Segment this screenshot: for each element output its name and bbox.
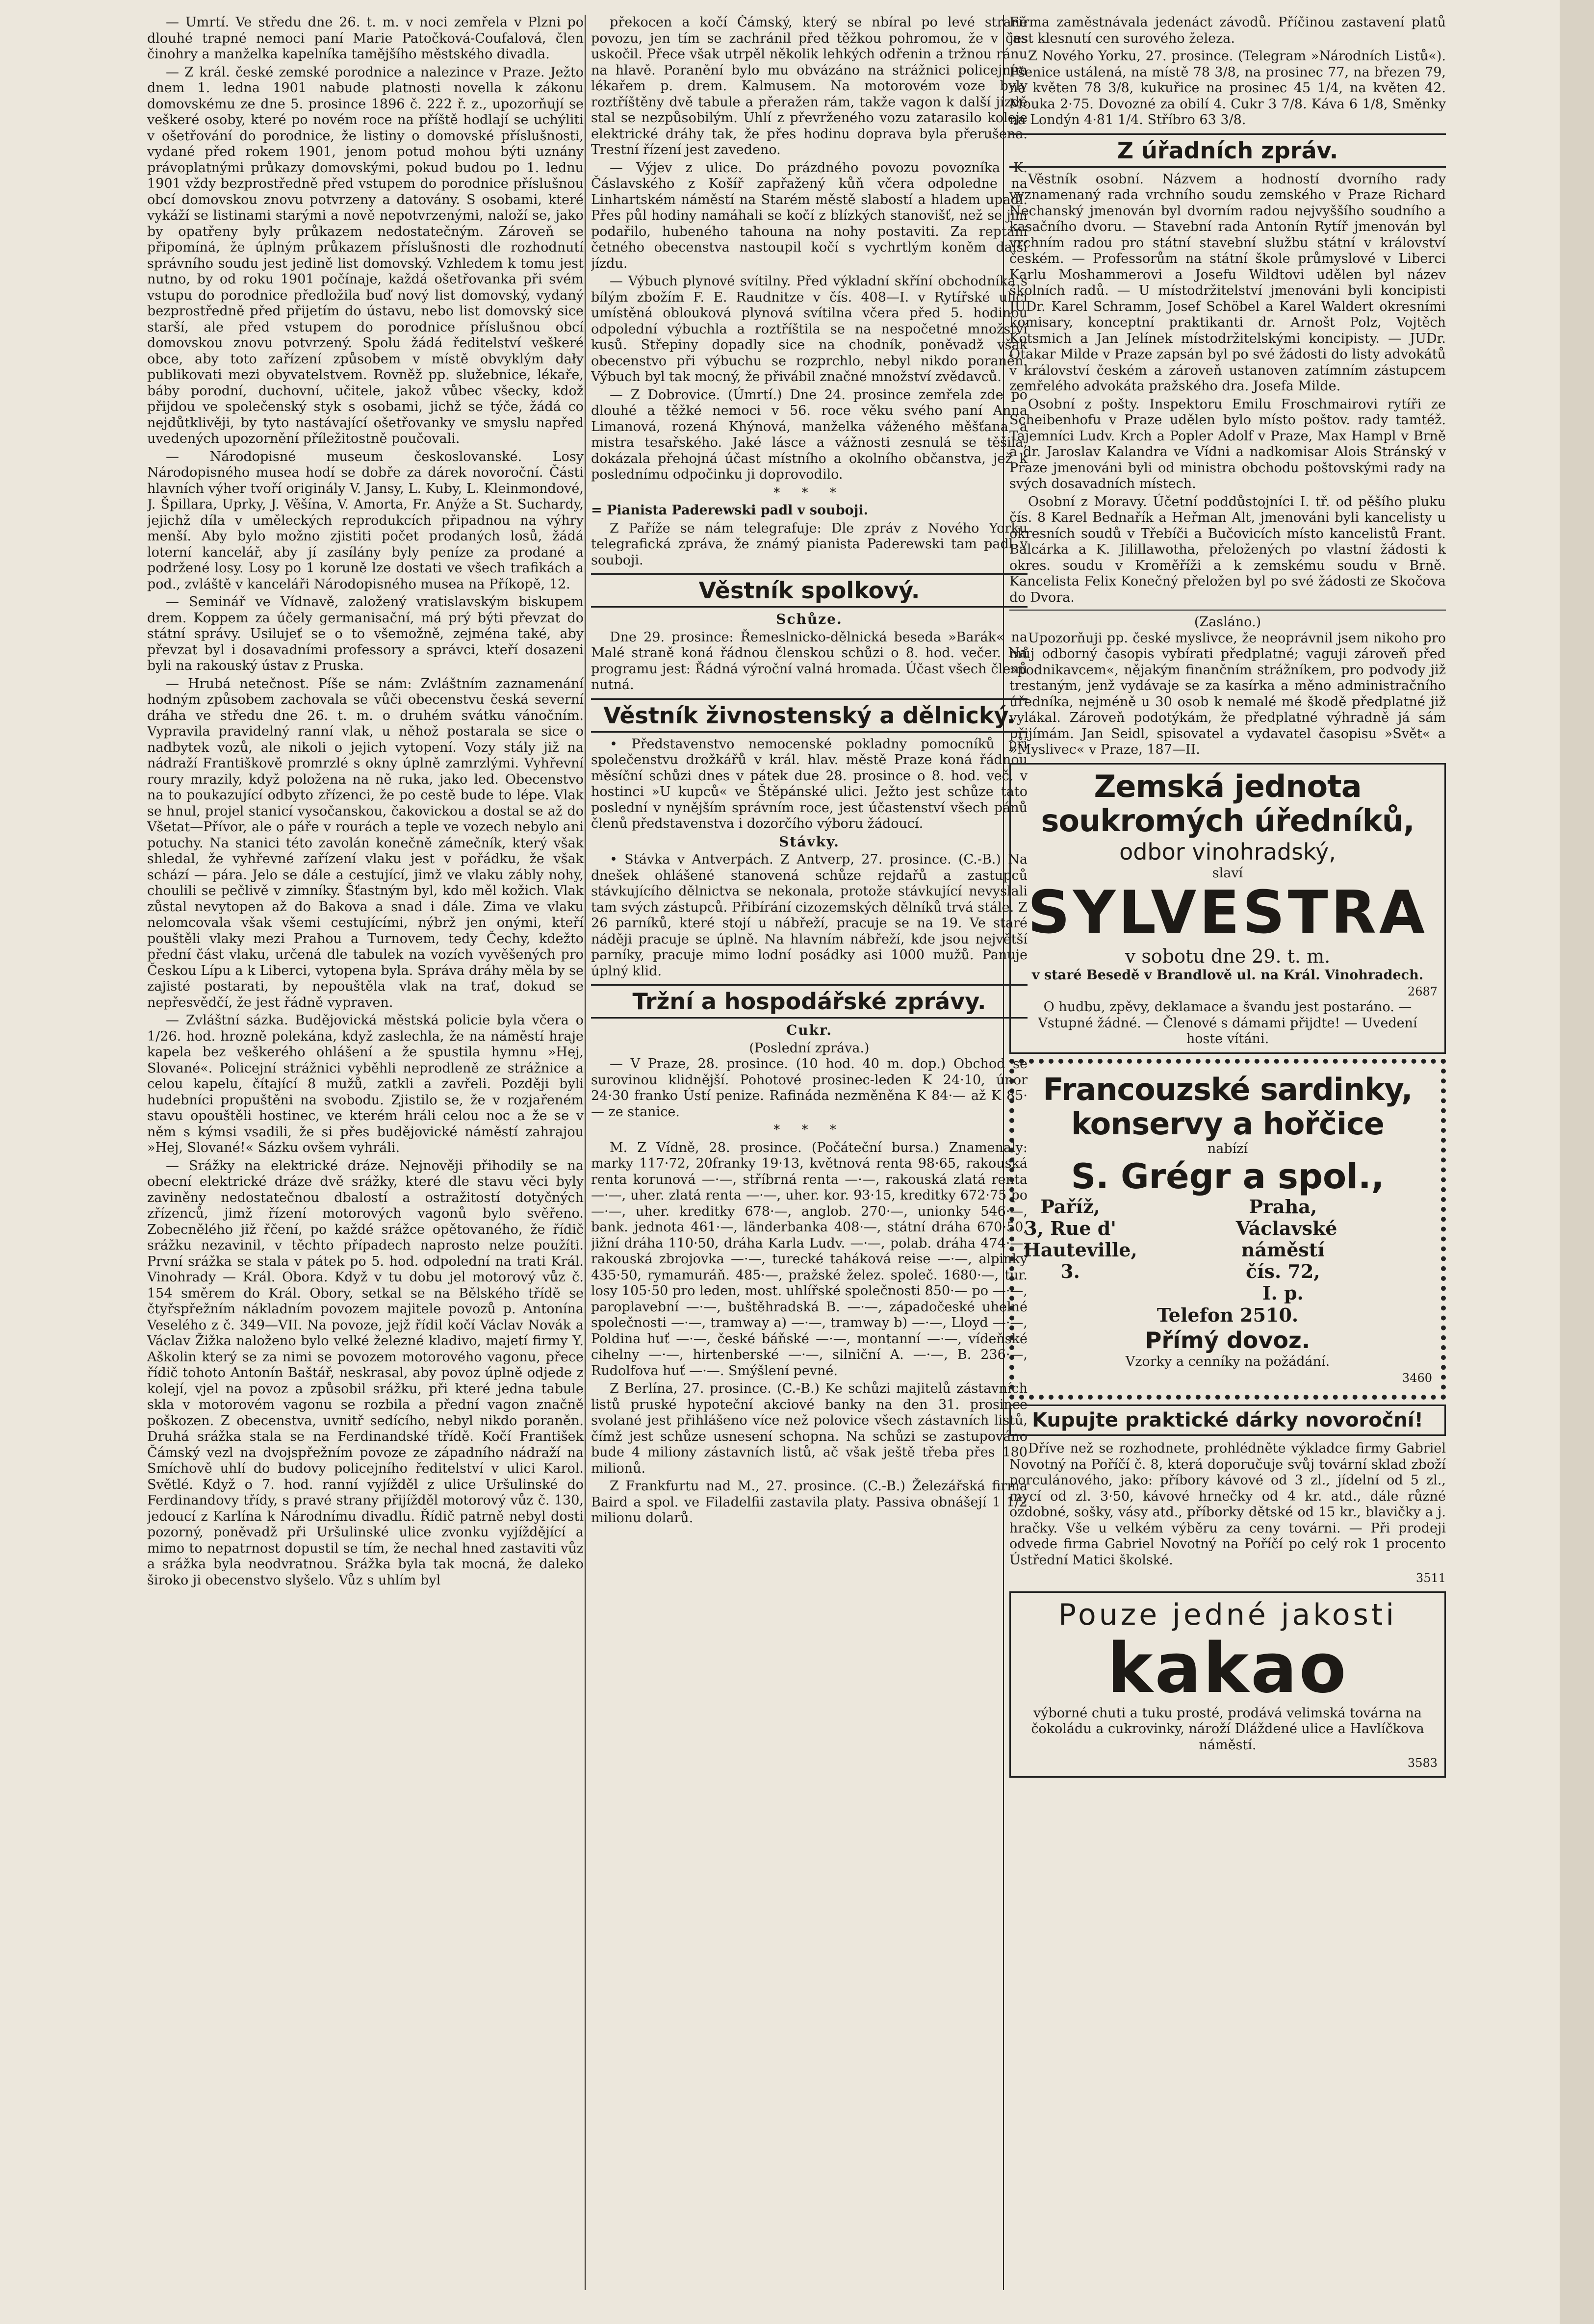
ad-kakao-word: kakao <box>1107 1628 1348 1709</box>
ad-number: 3460 <box>1402 1371 1432 1385</box>
section-trzni-zpravy: Tržní a hospodářské zprávy. <box>591 984 1028 1019</box>
section-uradni-zpravy: Z úřadních zpráv. <box>1009 133 1446 168</box>
ad-sardinky-addresses <box>1023 1196 1432 1304</box>
divider <box>1009 610 1446 611</box>
article-vestnik-osobni: Věstník osobní. Názvem a hodností dvorního rady vyznamenaný rada vrchního soudu zemského v Praze Richard Nechanský jmenován byl dvorním radou nejvyššího soudního a kasačního dvoru. — Stavební rada Antonín Rytíř jmenován byl vrchním radou pro státní stavební službu státní v království českém. — Professorům na státní škole průmyslové v Liberci Karlu Moshammerovi a Josefu Wildtovi udělen byl název školních radů. — U místodržitelství jmenováni byli koncipisti JUDr. Karel Schramm, Josef Schöbel a Karel Waldert okresními komisary, konceptní praktikanti dr. Arnošt Polz, Vojtěch Kotsmich a Jan Jelínek místodržitelskými koncipisty. — JUDr. Otakar Milde v Praze zapsán byl po své žádosti do listy advokátů v království českém a zároveň ustanoven zatímním zástupcem zemřelého advokáta pražského dra. Josefa Milde. <box>1009 171 1446 394</box>
article-vyjev: — Výjev z ulice. Do prázdného povozu povozníka K. Čáslavského z Košíř zapřažený kůň včera odpoledne na Linhartském náměstí na Starém městě slabostí a hladem upadl. Přes půl hodiny namáhali se kočí z blízkých stanovišť, než se jim podařilo, hubeného tahouna na nohy postaviti. Za reptání četného obecenstva nastoupil kočí s vychrtlým koněm další jízdu. <box>591 160 1028 271</box>
ad-city-praha: Praha, <box>1249 1196 1317 1218</box>
article-firma: Firma zaměstnávala jedenáct závodů. Příčinou zastavení platů jest klesnutí cen surového železa. <box>1009 15 1446 46</box>
article-berlin: Z Berlína, 27. prosince. (C.-B.) Ke schůzi majitelů zástavních listů pruské hypoteční akciové banky na den 31. prosince svolané jest přihlášeno více než polovice všech zástavních listů, čímž jest schůze usnesení schopna. Na schůzi se zastupováno bude 4 miliony zástavních listů, ač však ještě třeba přes 180 milionů. <box>591 1381 1028 1476</box>
ad-street-praha: Václavské náměstí čís. 72, I. p. <box>1235 1217 1337 1304</box>
ad-sylvestr-slavi: slaví <box>1212 865 1243 881</box>
subhead-stavky: Stávky. <box>779 833 840 850</box>
article-porodnice: — Z král. české zemské porodnice a nalezince v Praze. Ježto dnem 1. ledna 1901 nabude platnosti novella k zákonu domovskému ze dne 5. prosince 1896 č. 222 ř. z., upozorňují se veškeré osoby, které po novém roce na příště hodlají se uchýliti v ošetřování do porodnice, že listiny o domovské příslušnosti, vydané před rokem 1901, jenom potud mohou býti uznány právoplatnými průkazy domovskými, pokud budou po 1. lednu 1901 vždy bezprostředně před vstupem do porodnice příslušnou obcí domovskou znovu potvrzeny a datovány. S osobami, které vykáží se listinami starými a nově nepotvrzenými, naloží se, jako by opatřeny byly průkazem nedostatečným. Zároveň se připomíná, že úplným průkazem příslušnosti dle rozhodnutí správního soudu jest jedině list domovský. Vzhledem k tomu jest nutno, by od roku 1901 počínaje, každá ošetřovanka při svém vstupu do porodnice předložila buď nový list domovský, vydaný bezprostředně před přijetím do ústavu, nebo list domovský sice starší, ale před vstupem do porodnice příslušnou obcí domovskou znovu potvrzený. Spolu žádá ředitelství veškeré obce, aby toto zařízení způsobem v místě obvyklým dały publikovati mezi obyvatelstvem. Rovněž pp. služebnice, lékaře, báby porodní, duchovní, učitele, jakož vůbec všecky, kdož přijdou ve společenský styk s osobami, jichž se týče, žádá co nejdůtklivěji, by tyto nastávající ošetřovanky ve smyslu napřed uvedených upozornění příležitostně poučovali. <box>147 64 584 446</box>
ad-sardinky-firm: S. Grégr a spol., <box>1071 1156 1385 1197</box>
article-dobrovice: — Z Dobrovice. (Úmrtí.) Dne 24. prosince zemřela zde po dlouhé a těžké nemoci v 56. roce věku svého paní Anna Limanová, rozená Khýnová, manželka váženého měšťana a mistra tesařského. Jaké lásce a vážnosti zesnulá se těšila, dokázala přehojná účast místního a okolního občanstva, jež k poslednímu odpočinku ji doprovodilo. <box>591 387 1028 482</box>
ad-sardinky-vzorky: Vzorky a cenníky na požádání. <box>1125 1354 1330 1369</box>
article-cukr-praha: — V Praze, 28. prosince. (10 hod. 40 m. dop.) Obchod se surovinou klidnější. Pohotové prosinec-leden K 24·10, únor 24·30 franko Ústí penize. Rafináda nezměněna K 84·— až K 85·— ze stanice. <box>591 1056 1028 1120</box>
article-srazky: — Srážky na elektrické dráze. Nejnověji přihodily se na obecní elektrické dráze dvě srážky, které dle stavu věci byly zaviněny nedostatečnou dbalostí a ostražitostí dotyčných zřízenců, jimž řízení motorových vagonů bylo svěřeno. Zobecnělého již řčení, po každé srážce opětovaného, že řídič srážku nezavinil, v těchto případech naprosto nelze použíti. První srážka se stala v pátek po 5. hod. odpolední na trati Král. Vinohrady — Král. Obora. Když v tu dobu jel motorový vůz č. 154 směrem do Král. Obory, setkal se na Bělského třídě se čtyřspřežním nákladním povozem majitele povozů p. Antonína Veselého z č. 349—VII. Na povoze, jejž řídil kočí Václav Novák a Václav Žižka naloženo bylo velké železné kladivo, majetí firmy Y. Aškolin který se za nimi se povozem motorového vagonu, přece řídič tohoto Antonín Baštář, neskrasal, aby povoz úplně odjede z kolejí, vjel na povoz a způsobil srážku, při které jedna tabule skla v motorovém vagonu se rozbila a přední vagon značně poškozen. Z obecenstva, uvnitř sedícího, nebyl nikdo poraněn. Druhá srážka stala se na Ferdinandské třídě. Kočí František Čámský vezl na dvojspřežním povoze ze západního nádraží na Smíchově uhlí do budovy policejního ředitelství v ulici Karol. Světlé. Když o 7. hod. ranní vyjížděl z ulice Uršulinské do Ferdinandovy třídy, s pravé strany přijížděl motorový vůz č. 130, jedoucí z Karlína k Národnímu divadlu. Řídič patrně nebyl dosti pozorný, poněvadž při Uršulinské ulice zvonku vyjíždějící a mimo to nepatrnost dopustil se tím, že nechal hned zastaviti vůz a srážka byla neodvratnou. Srážka byla tak mocná, že daleko široko ji obecenstvo slyšelo. Vůz s uhlím byl <box>147 1158 584 1588</box>
ad-sardinky-nabizi: nabízí <box>1207 1141 1248 1156</box>
ad-sardinky <box>1009 1059 1446 1400</box>
ad-darky-headline: Kupujte praktické dárky novoroční! <box>1009 1405 1446 1436</box>
ad-sardinky-line1: Francouzské sardinky, <box>1043 1071 1413 1107</box>
article-frankfurt: Z Frankfurtu nad M., 27. prosince. (C.-B.) Železářská firma Baird a spol. ve Filadelfii zastavila platy. Passiva obnášejí 1 1/2 milionu dolarů. <box>591 1479 1028 1526</box>
article-vybuch: — Výbuch plynové svítilny. Před výkladní skříní obchodníka s bílým zbožím F. E. Raudnitze v čís. 408—I. v Rytířské ulici umístěná oblouková plynová svítilna včera před 5. hodinou odpolední výbuchla a roztříštila se na nespočetné množství kusů. Střepiny dopadly sice na chodník, poněvadž však obecenstvo při výbuchu se rozprchlo, nebyl nikdo poraněn. Výbuch byl tak mocný, že přivábil značné množství zvědavců. <box>591 274 1028 384</box>
article-viden-bursa: M. Z Vídně, 28. prosince. (Počáteční bursa.) Znamenaly: marky 117·72, 20franky 19·13, květnová renta 98·65, rakouská renta korunová —·—, stříbrná renta —·—, rakouská zlatá renta —·—, uher. zlatá renta —·—, uher. kor. 93·15, kreditky 672·75 po —·—, uher. kreditky 678·—, anglob. 270·—, unionky 546·—, bank. jednota 461·—, länderbanka 408·—, státní dráha 670·50, jižní dráha 110·50, dráha Karla Ludv. —·—, polab. dráha 474·—, rakouská zbrojovka —·—, turecké taháková reise —·—, alpinky 435·50, rymamuráň. 485·—, pražské želez. společ. 1680·—, tur. losy 105·50 pro leden, most. uhlířské společnosti 850·— po —·—, paroplavební —·—, buštěhradská B. —·—, západočeské uhelné společnosti —·—, tramway a) —·—, tramway b) —·—, Lloyd —·—, Poldina huť —·—, české báňské —·—, montanní —·—, vídeňské cihelny —·—, hirtenberské —·—, silniční A. —·—, B. 236·—, Rudolfova huť —·—. Smýšlení pevné. <box>591 1140 1028 1379</box>
article-paderewski: Z Paříže se nám telegrafuje: Dle zpráv z Nového Yorku telegrafická zpráva, že známý pianista Paderewski tam padl v souboji. <box>591 520 1028 568</box>
article-schuze: Dne 29. prosince: Řemeslnicko-dělnická beseda »Barák« na Malé straně koná řádnou členskou schůzi o 8. hod. večer. Na programu jest: Řádná výroční valná hromada. Účast všech členů nutná. <box>591 629 1028 692</box>
ad-sylvestr-title: Zemská jednota soukromých úředníků, <box>1041 768 1414 839</box>
column-3 <box>1009 15 1446 1783</box>
article-netecnost: — Hrubá netečnost. Píše se nám: Zvláštním zaznamenání hodným způsobem zachovala se vůči obecenstvu česká severní dráha ve středu dne 26. t. m. o druhém svátku vánočním. Vypravila pravidelný ranní vlak, u něhož postarala se sice o nadbytek vozů, ale nikoli o jejich vytopení. Vozy stály již na nádraží Františkově promrzlé s okny úplně zamrzlými. Vyhřevní roury mrazily, když položena na ně ruka, jako led. Obecenstvo na to poukazující odbyto zřízenci, že po cestě bude to lépe. Vlak se hnul, projel stanicí vysočanskou, čakovickou a dostal se až do Všetat—Přívor, ale o páře v rourách a teple ve vozech nebylo ani potuchy. Na stanici této zavolán konečně zámečník, který však shledal, že vyhřevné zařízení vlaku jest v pořádku, že však schází — pára. Jelo se dále a cestující, jimž ve vlaku zábly nohy, choulili se pečlivě v zimníky. Šťastným byl, kdo měl kožich. Vlak zůstal nevytopen až do Bakova a snad i dále. Zima ve vlaku nelomcovala však všemi cestujícími, nýbrž jen onými, kteří pouštěli vlaky mezi Prahou a Turnovem, tedy Čechy, kdežto přední část vlaku, určená dle tabulek na vozích vyvěšených pro Českou Lípu a k Liberci, vytopena byla. Správa dráhy měla by se zajisté postarati, by nepouštěla vlak na trať, dokud se nepřesvědčí, že jest řádně vypraven. <box>147 676 584 1010</box>
ad-sardinky-line2: konservy a hořčice <box>1071 1105 1384 1142</box>
ad-sardinky-dovoz: Přímý dovoz. <box>1145 1327 1311 1354</box>
subhead-schuze: Schůze. <box>776 611 843 627</box>
ad-sylvestr-odbor: odbor vinohradský, <box>1119 838 1336 865</box>
ad-darky-text: Dříve než se rozhodnete, prohlédněte výkladce firmy Gabriel Novotný na Poříčí č. 8, která doporučuje svůj tovární sklad zboží porculánového, jako: příbory kávové od 3 zl., jídelní od 5 zl., mycí od zl. 3·50, kávové hrnečky od 4 kr. atd., dále různé ozdobné, sošky, vásy atd., příborky dětské od 15 kr., blavičky a j. hračky. Vše u velkém výběru za ceny továrni. — Při prodeji odvede firma Gabriel Novotný na Poříčí po celý rok 1 procento Ústřední Matici školské. <box>1009 1441 1446 1568</box>
article-umrti: — Umrtí. Ve středu dne 26. t. m. v noci zemřela v Plzni po dlouhé trapné nemoci paní Marie Patočková-Coufalová, člen činohry a manželka kapelníka tamějšího městského divadla. <box>147 15 584 62</box>
article-museum: — Národopisné museum českoslovanské. Losy Národopisného musea hodí se dobře za dárek novoroční. Části hlavních výher tvoří originály V. Jansy, L. Kuby, L. Kleinmondové, J. Špillara, Uprky, J. Věšína, V. Amorta, Fr. Anýže a St. Suchardy, jejichž díla v uměleckých reprodukcích připadnou na výhry menší. Aby bylo možno zjistiti počet prodaných losů, žádá loterní kancelář, aby jí zasílány byly peníze za prodané a podržené losy. Losy po 1 koruně lze dostati ve všech trafikách a pod., zvláště v kanceláři Národopisného musea na Příkopě, 12. <box>147 449 584 592</box>
article-paderewski-head: = Pianista Paderewski padl v souboji. <box>591 503 869 518</box>
ad-number: 3583 <box>1407 1756 1438 1770</box>
article-osobni-posta: Osobní z pošty. Inspektoru Emilu Froschmairovi rytíři ze Scheibenhofu v Praze udělen bylo místo poštov. rady tamtéž. Tajemníci Ludv. Krch a Popler Adolf v Praze, Max Hampl v Brně a dr. Jaroslav Kalandra ve Vídni a nadkomisar Alois Stránský v Praze jmenováni byli od ministra obchodu poštovskými rady na svých dosavadních místech. <box>1009 396 1446 491</box>
ad-kakao <box>1009 1591 1446 1778</box>
ad-sardinky-telefon: Telefon 2510. <box>1157 1304 1299 1326</box>
ad-sylvestr-info: O hudbu, zpěvy, deklamace a švandu jest postaráno. — Vstupné žádné. — Členové s dámami přijdte! — Uvedení hoste vítáni. <box>1038 999 1417 1047</box>
section-vestnik-spolkovy: Věstník spolkový. <box>591 573 1028 608</box>
article-sazka: — Zvláštní sázka. Budějovická městská policie byla včera o 1/26. hod. hrozně polekána, když zaslechla, že na náměstí hraje kapela bez veškerého ohlášení a že spustila hymnu »Hej, Slované«. Policejní strážnici vyběhli neprodleně ze strážnice a celou kapelu, čítající 8 mužů, zatkli a zavřeli. Později byli hudebníci propuštěni na svobodu. Zjistilo se, že v rozjařeném stavu opouštěli hostinec, ve kterém hráli celou noc a že se v něm s kýmsi vsadili, že si přes budějovické náměstí zahrajou »Hej, Slované!« Sázku ovšem vyhráli. <box>147 1013 584 1155</box>
article-seminar: — Seminář ve Vídnavě, založený vratislavským biskupem drem. Koppem za účely germanisační, má prý býti převzat do státní správy. Usilujeť se o to všemožně, zejména také, aby převzat byl i dosavadními professory a správci, kteří dosazeni byli na rakouský ústav z Pruska. <box>147 594 584 673</box>
ad-kakao-text: výborné chuti a tuku prosté, prodává velimská továrna na čokoládu a cukrovinky, nároží Dláždené ulice a Havlíčkova náměstí. <box>1031 1705 1424 1753</box>
ad-kakao-pouze: Pouze jedné jakosti <box>1058 1597 1397 1632</box>
subhead-cukr: Cukr. <box>786 1022 832 1038</box>
article-upozorneni: Upozorňuji pp. české myslivce, že neoprávnil jsem nikoho pro můj odborný časopis vybírati předplatné; vaguji zároveň před »podnikavcem«, nějakým finančním strážníkem, pro podvody již trestaným, jenž vydávaje se za kasírka a měno administračního úředníka, nejméně u 30 osob k nemalé mé škodě předplatné již vylákal. Zároveň podotýkám, že předplatné výhradně já sám přijímám. Jan Seidl, spisovatel a vydavatel časopisu »Svět« a »Myslivec« v Praze, 187—II. <box>1009 630 1446 757</box>
column-1 <box>147 15 584 1590</box>
zaslano-label: (Zasláno.) <box>1194 614 1261 630</box>
ad-number: 3511 <box>1415 1571 1446 1585</box>
ad-number: 2687 <box>1407 984 1438 998</box>
separator-stars: * * * <box>773 1123 845 1137</box>
section-vestnik-zivnostensky: Věstník živnostenský a dělnický. <box>591 698 1028 733</box>
ad-sylvestr-big: SYLVESTRA <box>1028 879 1428 947</box>
ad-sylvestr <box>1009 763 1446 1054</box>
ad-city-paris: Paříž, <box>1040 1196 1100 1218</box>
ad-street-paris: 3, Rue d' Hauteville, 3. <box>1023 1217 1137 1282</box>
article-srazky-cont: překocen a kočí Čámský, který se nbíral po levé straně povozu, jen tím se zachránil před těžkou pohromou, že v čas uskočil. Přece však utrpěl několik lehkých odřenin a tržnou ránu na hlavě. Poranění bylo mu obvázáno na strážnici policejním lékařem p. drem. Kalmusem. Na motorovém voze byly roztříštěny dvě tabule a přeražen rám, takže vagon k další jízdě stal se nezpůsobilým. Uhlí z převrženého vozu zatarasilo koleje elektrické dráhy tak, že přes hodinu doprava byla přerušena. Trestní řízení jest zavedeno. <box>591 15 1028 157</box>
ad-address-paris <box>1023 1196 1219 1304</box>
article-predstavenstvo: • Představenstvo nemocenské pokladny pomocníků při společenstvu drožkářů v král. hlav. městě Praze koná řádnou měsíční schůzi dnes v pátek due 28. prosince o 8. hod. več. v hostinci »U kupců« ve Štěpánské ulici. Ježto jest schůze tato poslední v nynějším správním roce, jest účastenství všech pánů členů představenstva i dozorčího výboru žádoucí. <box>591 736 1028 831</box>
article-osobni-morava: Osobní z Moravy. Účetní poddůstojníci I. tř. od pěšího pluku čís. 8 Karel Bednařík a Heřman Alt, jmenováni byli kancelisty u okresních soudů v Třebíči a Bučovicích místo kancelistů Frant. Balcárka a K. Jilillawotha, přeložených po vlastní žádosti k okres. soudu v Kroměříži a k zemskému soudu v Brně. Kancelista Felix Konečný přeložen byl po své žádosti ze Skočova do Dvora. <box>1009 494 1446 605</box>
separator-stars: * * * <box>773 485 845 500</box>
ad-sylvestr-place: v staré Besedě v Brandlově ul. na Král. Vinohradech. <box>1031 968 1424 983</box>
column-rule <box>585 15 586 2290</box>
ad-address-praha <box>1236 1196 1432 1304</box>
ad-sylvestr-date: v sobotu dne 29. t. m. <box>1125 945 1331 967</box>
page-edge <box>1560 0 1594 2324</box>
subhead-posledni-zprava: (Poslední zpráva.) <box>749 1040 870 1056</box>
article-new-york: Z Nového Yorku, 27. prosince. (Telegram »Národních Listů«). Pšenice ustálená, na místě 78 3/8, na prosinec 77, na březen 79, na květen 78 3/8, kukuřice na prosinec 45 1/4, na květen 42. Mouka 2·75. Dovozné za obilí 4. Cukr 3 7/8. Káva 6 1/8, Směnky na Londýn 4·81 1/4. Stříbro 63 3/8. <box>1009 49 1446 128</box>
column-2 <box>591 15 1028 1529</box>
article-stavka: • Stávka v Antverpách. Z Antverp, 27. prosince. (C.-B.) Na dnešek ohlášené stanovená schůze rejdařů a zastupců stávkujícího dělnictva se nekonala, protože stávkující nevyslali tam svých zástupců. Přibírání cizozemských dělníků trvá stále. Z 26 parníků, které stojí u nábřeží, pracuje se na 19. Ve staré náději pracuje se úplně. Na hlavním nábřeží, kde jsou největší parníky, pracuje mimo lodní posádky asi 1000 mužů. Panuje úplný klid. <box>591 852 1028 979</box>
